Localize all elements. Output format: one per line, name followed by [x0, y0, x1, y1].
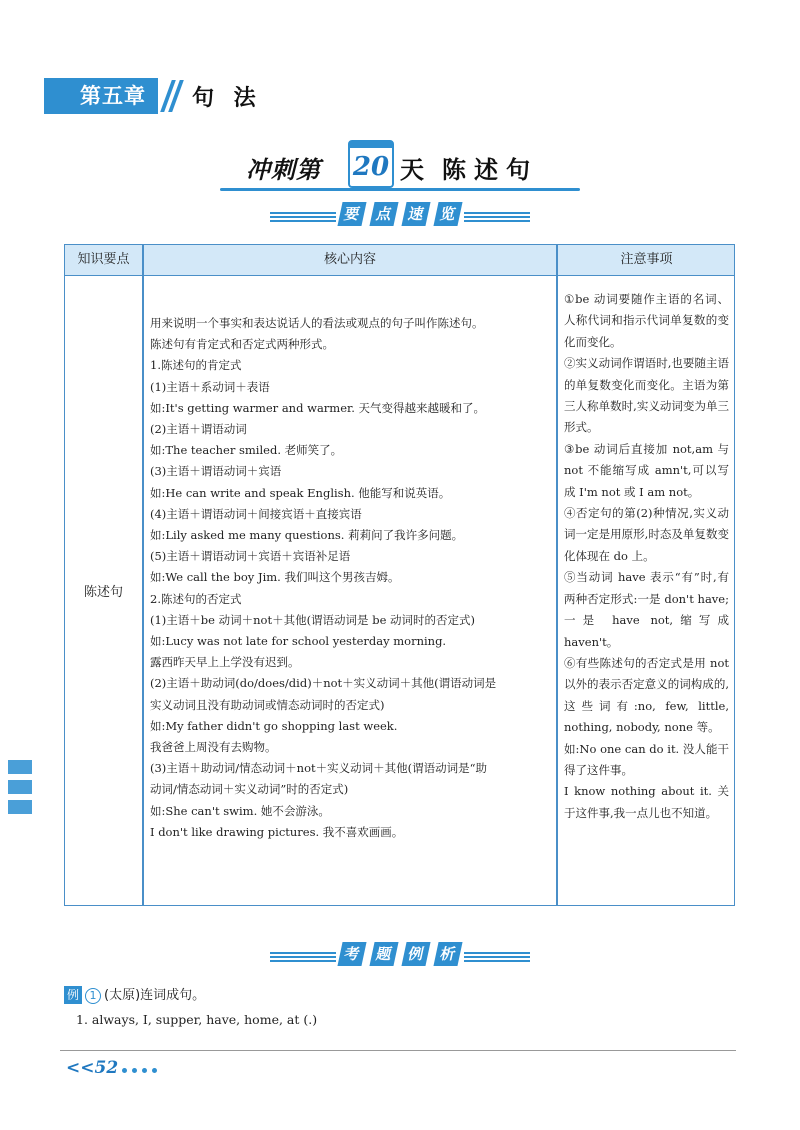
- chapter-banner: [44, 78, 262, 114]
- section-header-overview: [270, 202, 530, 230]
- core-line: 2.陈述句的否定式: [150, 591, 242, 606]
- core-line: 如:He can write and speak English. 他能写和说英语。: [150, 485, 451, 500]
- core-line: (4)主语＋谓语动词＋间接宾语＋直接宾语: [150, 506, 362, 521]
- example-source: (太原)连词成句。: [104, 988, 206, 1003]
- section-char: 析: [433, 942, 462, 966]
- core-line: I don't like drawing pictures. 我不喜欢画画。: [150, 824, 404, 839]
- note-item: I know nothing about it. 关于这件事,我一点儿也不知道。: [564, 784, 729, 820]
- core-line: 露西昨天早上上学没有迟到。: [150, 655, 300, 670]
- section-char: 题: [369, 942, 398, 966]
- note-item: ③be 动词后直接加 not,am 与 not 不能缩写成 amn't,可以写成 I'm not 或 I am not。: [564, 441, 729, 499]
- note-item: ⑥有些陈述句的否定式是用 not 以外的表示否定意义的词构成的,这些词有:no, few, little, nothing, nobody, none 等。: [564, 655, 729, 735]
- core-line: 我爸爸上周没有去购物。: [150, 740, 277, 755]
- note-item: ①be 动词要随作主语的名词、人称代词和指示代词单复数的变化而变化。: [564, 292, 729, 349]
- chapter-label: 第五章: [44, 78, 158, 114]
- topic-cell: 陈述句: [83, 585, 123, 600]
- title-underline: [220, 188, 580, 191]
- chapter-title: 句 法: [192, 85, 262, 111]
- day-topic: 陈述句: [442, 155, 538, 184]
- notes-content: [558, 289, 735, 824]
- note-item: ②实义动词作谓语时,也要随主语的单复数变化而变化。主语为第三人称单数时,实义动词变为单三形式。: [564, 356, 729, 435]
- core-line: (2)主语＋助动词(do/does/did)＋not＋实义动词＋其他(谓语动词是: [150, 676, 497, 691]
- footer-dots: [122, 1068, 157, 1073]
- section-char: 考: [337, 942, 366, 966]
- footer-divider: [60, 1050, 736, 1051]
- core-line: 如:The teacher smiled. 老师笑了。: [150, 443, 343, 458]
- day-prefix: 冲刺第: [246, 155, 321, 184]
- core-line: 如:She can't swim. 她不会游泳。: [150, 803, 330, 818]
- core-line: 陈述句有肯定式和否定式两种形式。: [150, 337, 334, 352]
- example-header: [64, 984, 205, 1004]
- table-header: [65, 245, 734, 276]
- banner-slash-decoration: [162, 78, 184, 114]
- note-item: ⑤当动词 have 表示“有”时,有两种否定形式:一是 don't have;一是 have not,缩写成 haven't。: [564, 570, 729, 649]
- calendar-icon: [348, 140, 394, 188]
- core-line: (3)主语＋谓语动词＋宾语: [150, 464, 282, 479]
- core-line: 如:My father didn't go shopping last week.: [150, 718, 398, 733]
- core-line: 用来说明一个事实和表达说话人的看法或观点的句子叫作陈述句。: [150, 316, 484, 330]
- core-line: 如:We call the boy Jim. 我们叫这个男孩吉姆。: [150, 570, 400, 585]
- day-number: 20: [352, 152, 390, 182]
- core-line: 如:Lily asked me many questions. 莉莉问了我许多问题。: [150, 528, 464, 543]
- note-item: ④否定句的第(2)种情况,实义动词一定是用原形,时态及单复数变化体现在 do 上。: [564, 506, 729, 563]
- note-item: 如:No one can do it. 没人能干得了这件事。: [564, 741, 729, 777]
- core-line: (3)主语＋助动词/情态动词＋not＋实义动词＋其他(谓语动词是“助: [150, 761, 487, 776]
- knowledge-table: [64, 244, 735, 906]
- side-tab-decoration: [0, 760, 36, 900]
- day-title: [220, 140, 580, 200]
- core-line: 实义动词且没有助动词或情态动词时的否定式): [150, 697, 385, 712]
- core-line: (5)主语＋谓语动词＋宾语＋宾语补足语: [150, 549, 351, 564]
- question-1: 1. always, I, supper, have, home, at (.): [76, 1012, 318, 1027]
- header-core: 核心内容: [323, 252, 376, 267]
- core-line: 如:Lucy was not late for school yesterday morning.: [150, 634, 447, 649]
- section-char: 例: [401, 942, 430, 966]
- core-content: [144, 313, 556, 843]
- section-header-examples: [270, 942, 530, 970]
- core-line: 动词/情态动词＋实义动词”时的否定式): [150, 782, 349, 797]
- section-char: 速: [401, 202, 430, 226]
- core-line: (1)主语＋系动词＋表语: [150, 379, 270, 394]
- section-char: 览: [433, 202, 462, 226]
- core-line: (1)主语＋be 动词＋not＋其他(谓语动词是 be 动词时的否定式): [150, 612, 476, 627]
- page-number: <<52: [66, 1058, 119, 1078]
- core-line: 1.陈述句的肯定式: [150, 358, 242, 373]
- example-tag: 例: [64, 986, 82, 1004]
- header-topic: 知识要点: [77, 252, 130, 267]
- section-char: 要: [337, 202, 366, 226]
- header-notes: 注意事项: [620, 252, 673, 267]
- day-suffix: 天: [400, 155, 424, 184]
- core-line: (2)主语＋谓语动词: [150, 422, 247, 437]
- core-line: 如:It's getting warmer and warmer. 天气变得越来越暖和了。: [150, 400, 486, 415]
- section-char: 点: [369, 202, 398, 226]
- example-number: 1: [85, 988, 101, 1004]
